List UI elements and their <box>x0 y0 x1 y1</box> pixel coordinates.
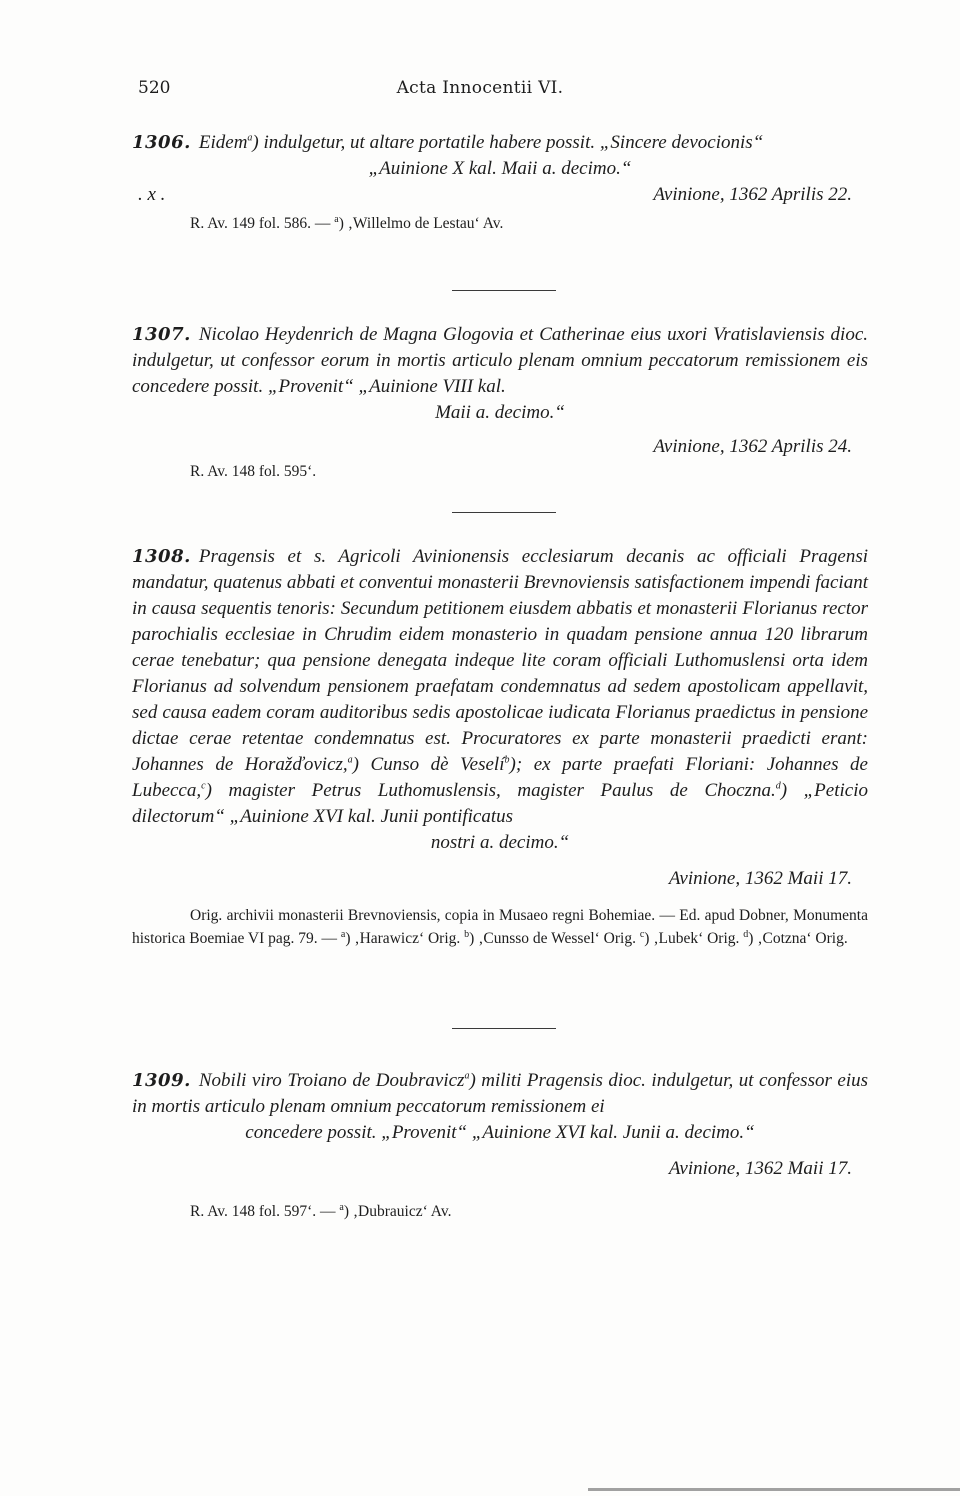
footnote-marker: a <box>247 132 253 144</box>
entry-date: Avinione, 1362 Maii 17. <box>668 868 852 889</box>
entry-date: . x . Avinione, 1362 Aprilis 22. <box>132 182 868 208</box>
scan-edge-rule <box>588 1488 960 1491</box>
entry-text: 1307. Nicolao Heydenrich de Magna Glogovia et Catherinae eius uxori Vratislaviensis dioc. indulgetur, ut confessor eorum in mortis articulo plenam omnium peccatorum remissionem eis concedere possit. „Provenit“ „Auinione VIII kal. Maii a. decimo.“ <box>132 322 868 426</box>
margin-mark: . x . <box>138 184 166 205</box>
entry-1308 <box>132 544 868 950</box>
entry-number: 1307. <box>132 324 191 345</box>
footnotes: Orig. archivii monasterii Brevnoviensis, copia in Musaeo regni Bohemiae. — Ed. apud Dobner, Monumenta historica Boemiae VI pag. 79. — $^a$) ‚Harawicz‘ Orig. $^b$) ‚Cunsso de Wessel‘ Orig. $^c$) ‚Lubek‘ Orig. $^d$) ‚Cotzna‘ Orig. <box>132 907 868 947</box>
page-header <box>0 78 960 102</box>
entry-number: 1308. <box>132 546 191 567</box>
register-reference: R. Av. 148 fol. 597‘. — $^a$) ‚Dubrauicz‘ Av. <box>190 1201 452 1220</box>
entry-text: 1308. Pragensis et s. Agricoli Avinionensis ecclesiarum decanis ac officiali Pragensi mandatur, quatenus abbati et conventui monasterii Brevnoviensis satisfactionem impendi faciant in causa sequentis tenoris: Secundum petitionem eiusdem abbatis et monasterii Florianus rector parochialis ecclesiae in Chrudim eidem monasterio in quadam pensione annua 120 librarum cerae tenebatur; qua pensione denegata indeque lite coram officiali Luthomuslensi orta idem Florianus ad solvendum pensionem praefatam condemnatus ad sedem apostolicam appellavit, sed causa eadem coram auditoribus sedis apostolicae iudicata Florianus praedictus in pensione dictae cerae retentae condemnatus est. Procuratores ex parte monasterii praedicti erant: Johannes de Horažďovicz,$^a$) Cunso dè Veselí$^b$); ex parte praefati Floriani: Johannes de Lubecca,$^c$) magister Petrus Luthomuslensis, magister Paulus de Choczna.$^d$) „Peticio dilectorum“ „Auinione XVI kal. Junii pontificatus nostri a. decimo.“ <box>132 544 868 856</box>
separator-rule <box>452 512 556 513</box>
register-reference: R. Av. 149 fol. 586. — $^a$) ‚Willelmo de Lestau‘ Av. <box>190 213 504 232</box>
entry-text: 1309. Nobili viro Troiano de Doubravicz$^a$) militi Pragensis dioc. indulgetur, ut confessor eius in mortis articulo plenam omnium peccatorum remissionem ei concedere possit. „Provenit“ „Auinione XVI kal. Junii a. decimo.“ <box>132 1068 868 1146</box>
register-reference: R. Av. 148 fol. 595‘. <box>190 463 317 480</box>
entry-number: 1306. <box>132 132 191 153</box>
separator-rule <box>452 1028 556 1029</box>
entry-closing-line: nostri a. decimo.“ <box>430 832 570 853</box>
running-title: Acta Innocentii VI. <box>396 78 564 98</box>
entry-1309 <box>132 1068 868 1224</box>
entry-date: Avinione, 1362 Maii 17. <box>668 1158 852 1179</box>
entry-1306 <box>132 130 868 236</box>
entry-1307 <box>132 322 868 484</box>
entry-number: 1309. <box>132 1070 191 1091</box>
entry-date: Avinione, 1362 Aprilis 24. <box>653 436 852 457</box>
entry-closing-line: Maii a. decimo.“ <box>435 402 565 423</box>
entry-closing-line: concedere possit. „Provenit“ „Auinione XVI kal. Junii a. decimo.“ <box>245 1122 755 1143</box>
entry-text: 1306. Eidem$^a$) indulgetur, ut altare portatile habere possit. „Sincere devocionis“ „Auinione X kal. Maii a. decimo.“ <box>132 130 868 182</box>
separator-rule <box>452 290 556 291</box>
entry-closing-line: „Auinione X kal. Maii a. decimo.“ <box>368 158 632 179</box>
page-number: 520 <box>138 78 171 98</box>
